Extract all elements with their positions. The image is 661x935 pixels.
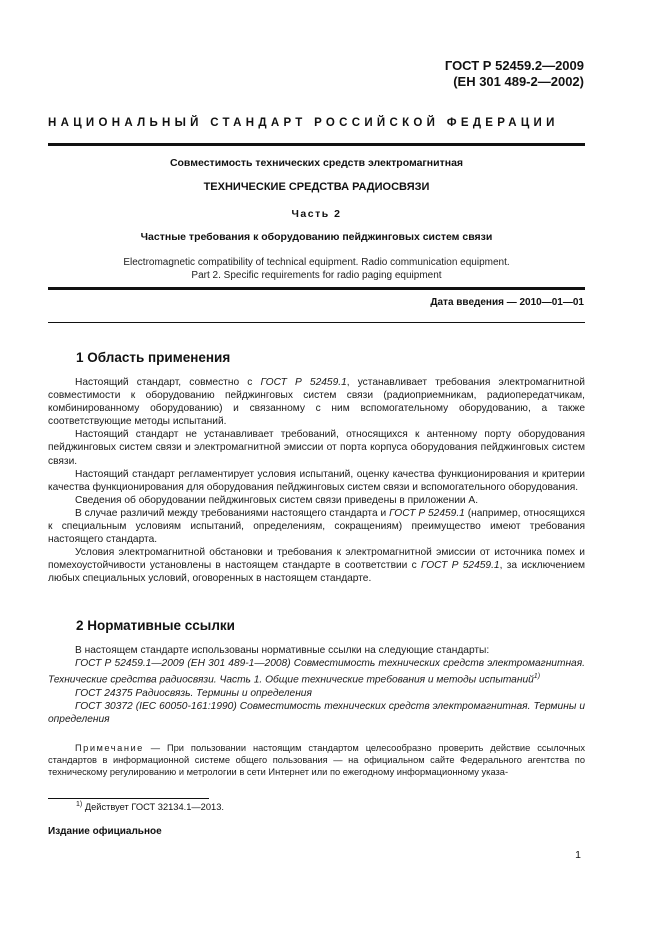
normative-reference: ГОСТ Р 52459.1—2009 (ЕН 301 489-1—2008) Совместимость технических средств электромагнитная. Технические средства радиосвязи. Часть 1. Общие технические требования и методы испытаний$^{1)}$ bbox=[48, 658, 585, 686]
section2-heading: 2 Нормативные ссылки bbox=[76, 618, 235, 633]
normative-reference: ГОСТ 30372 (IEC 60050-161:1990) Совместимость технических средств электромагнитная. Термины и определения bbox=[48, 700, 585, 725]
section2-body bbox=[48, 644, 585, 726]
header-divider bbox=[48, 143, 585, 146]
section1-paragraph: Настоящий стандарт, совместно с ГОСТ Р 52459.1, устанавливает требования электромагнитной совместимости к оборудованию пейджинговых систем связи (радиоприемникам, радиопередатчикам, комбинированному оборудованию) и связанному с ним вспомогательному оборудованию, а также соответствующие методы испытаний. bbox=[48, 377, 585, 428]
section1-body bbox=[48, 376, 585, 586]
section1-paragraph: В случае различий между требованиями настоящего стандарта и ГОСТ Р 52459.1 (например, относящихся к специальным условиям испытаний, определениям, сокращениям) преимущество имеют требования настоящего стандарта. bbox=[48, 507, 585, 546]
note bbox=[48, 742, 585, 778]
footnote-mark: 1) bbox=[533, 673, 541, 681]
title-divider bbox=[48, 287, 585, 290]
footnote-divider bbox=[48, 798, 209, 799]
title-line2: ТЕХНИЧЕСКИЕ СРЕДСТВА РАДИОСВЯЗИ bbox=[203, 181, 430, 193]
section2-intro: В настоящем стандарте использованы нормативные ссылки на следующие стандарты: bbox=[75, 645, 490, 656]
normative-reference: ГОСТ 24375 Радиосвязь. Термины и определения bbox=[75, 687, 312, 699]
title-line3: Частные требования к оборудованию пейджинговых систем связи bbox=[140, 231, 493, 243]
title-en-line1: Electromagnetic compatibility of technical equipment. Radio communication equipment. bbox=[123, 257, 510, 268]
footnote: $^{1)}$ Действует ГОСТ 32134.1—2013. bbox=[76, 801, 224, 813]
date-divider bbox=[48, 322, 585, 323]
section1-paragraph: Настоящий стандарт регламентирует условия испытаний, оценку качества функционирования и критерии качества функционирования для оборудования пейджинговых систем связи и вспомогательного оборудования. bbox=[48, 468, 585, 493]
page-number: 1 bbox=[575, 849, 581, 861]
national-standard-title: НАЦИОНАЛЬНЫЙ СТАНДАРТ РОССИЙСКОЙ ФЕДЕРАЦИИ bbox=[48, 117, 559, 129]
section1-heading: 1 Область применения bbox=[76, 350, 231, 365]
title-line1: Совместимость технических средств электромагнитная bbox=[169, 157, 464, 169]
section1-paragraph: Сведения об оборудовании пейджинговых систем связи приведены в приложении А. bbox=[75, 494, 479, 506]
note-text: — При пользовании настоящим стандартом целесообразно проверить действие ссылочных стандартов в информационной системе общего пользования — на официальном сайте Федерального агентства по техническому регулированию и метрологии в сети Интернет или по ежегодному информационному указа- bbox=[48, 743, 585, 777]
section1-paragraph: Настоящий стандарт не устанавливает требований, относящихся к антенному порту оборудования пейджинговых систем связи и электромагнитной эмиссии от порта корпуса оборудования пейджинговых систем связи. bbox=[48, 429, 585, 467]
note-label: Примечание bbox=[75, 743, 144, 753]
designation-en: (ЕН 301 489-2—2002) bbox=[453, 74, 584, 89]
edition-label: Издание официальное bbox=[48, 826, 162, 837]
title-part: Часть 2 bbox=[291, 208, 342, 220]
standard-designation bbox=[445, 58, 584, 90]
title-en-line2: Part 2. Specific requirements for radio paging equipment bbox=[191, 270, 442, 281]
title-english bbox=[48, 256, 585, 282]
effective-date: Дата введения — 2010—01—01 bbox=[430, 297, 584, 308]
designation-gost: ГОСТ Р 52459.2—2009 bbox=[444, 58, 584, 73]
section1-paragraph: Условия электромагнитной обстановки и требования к электромагнитной эмиссии от источника помех и помехоустойчивости установлены в настоящем стандарте в соответствии с ГОСТ Р 52459.1, за исключением любых специальных условий, оговоренных в настоящем стандарте. bbox=[48, 547, 586, 585]
